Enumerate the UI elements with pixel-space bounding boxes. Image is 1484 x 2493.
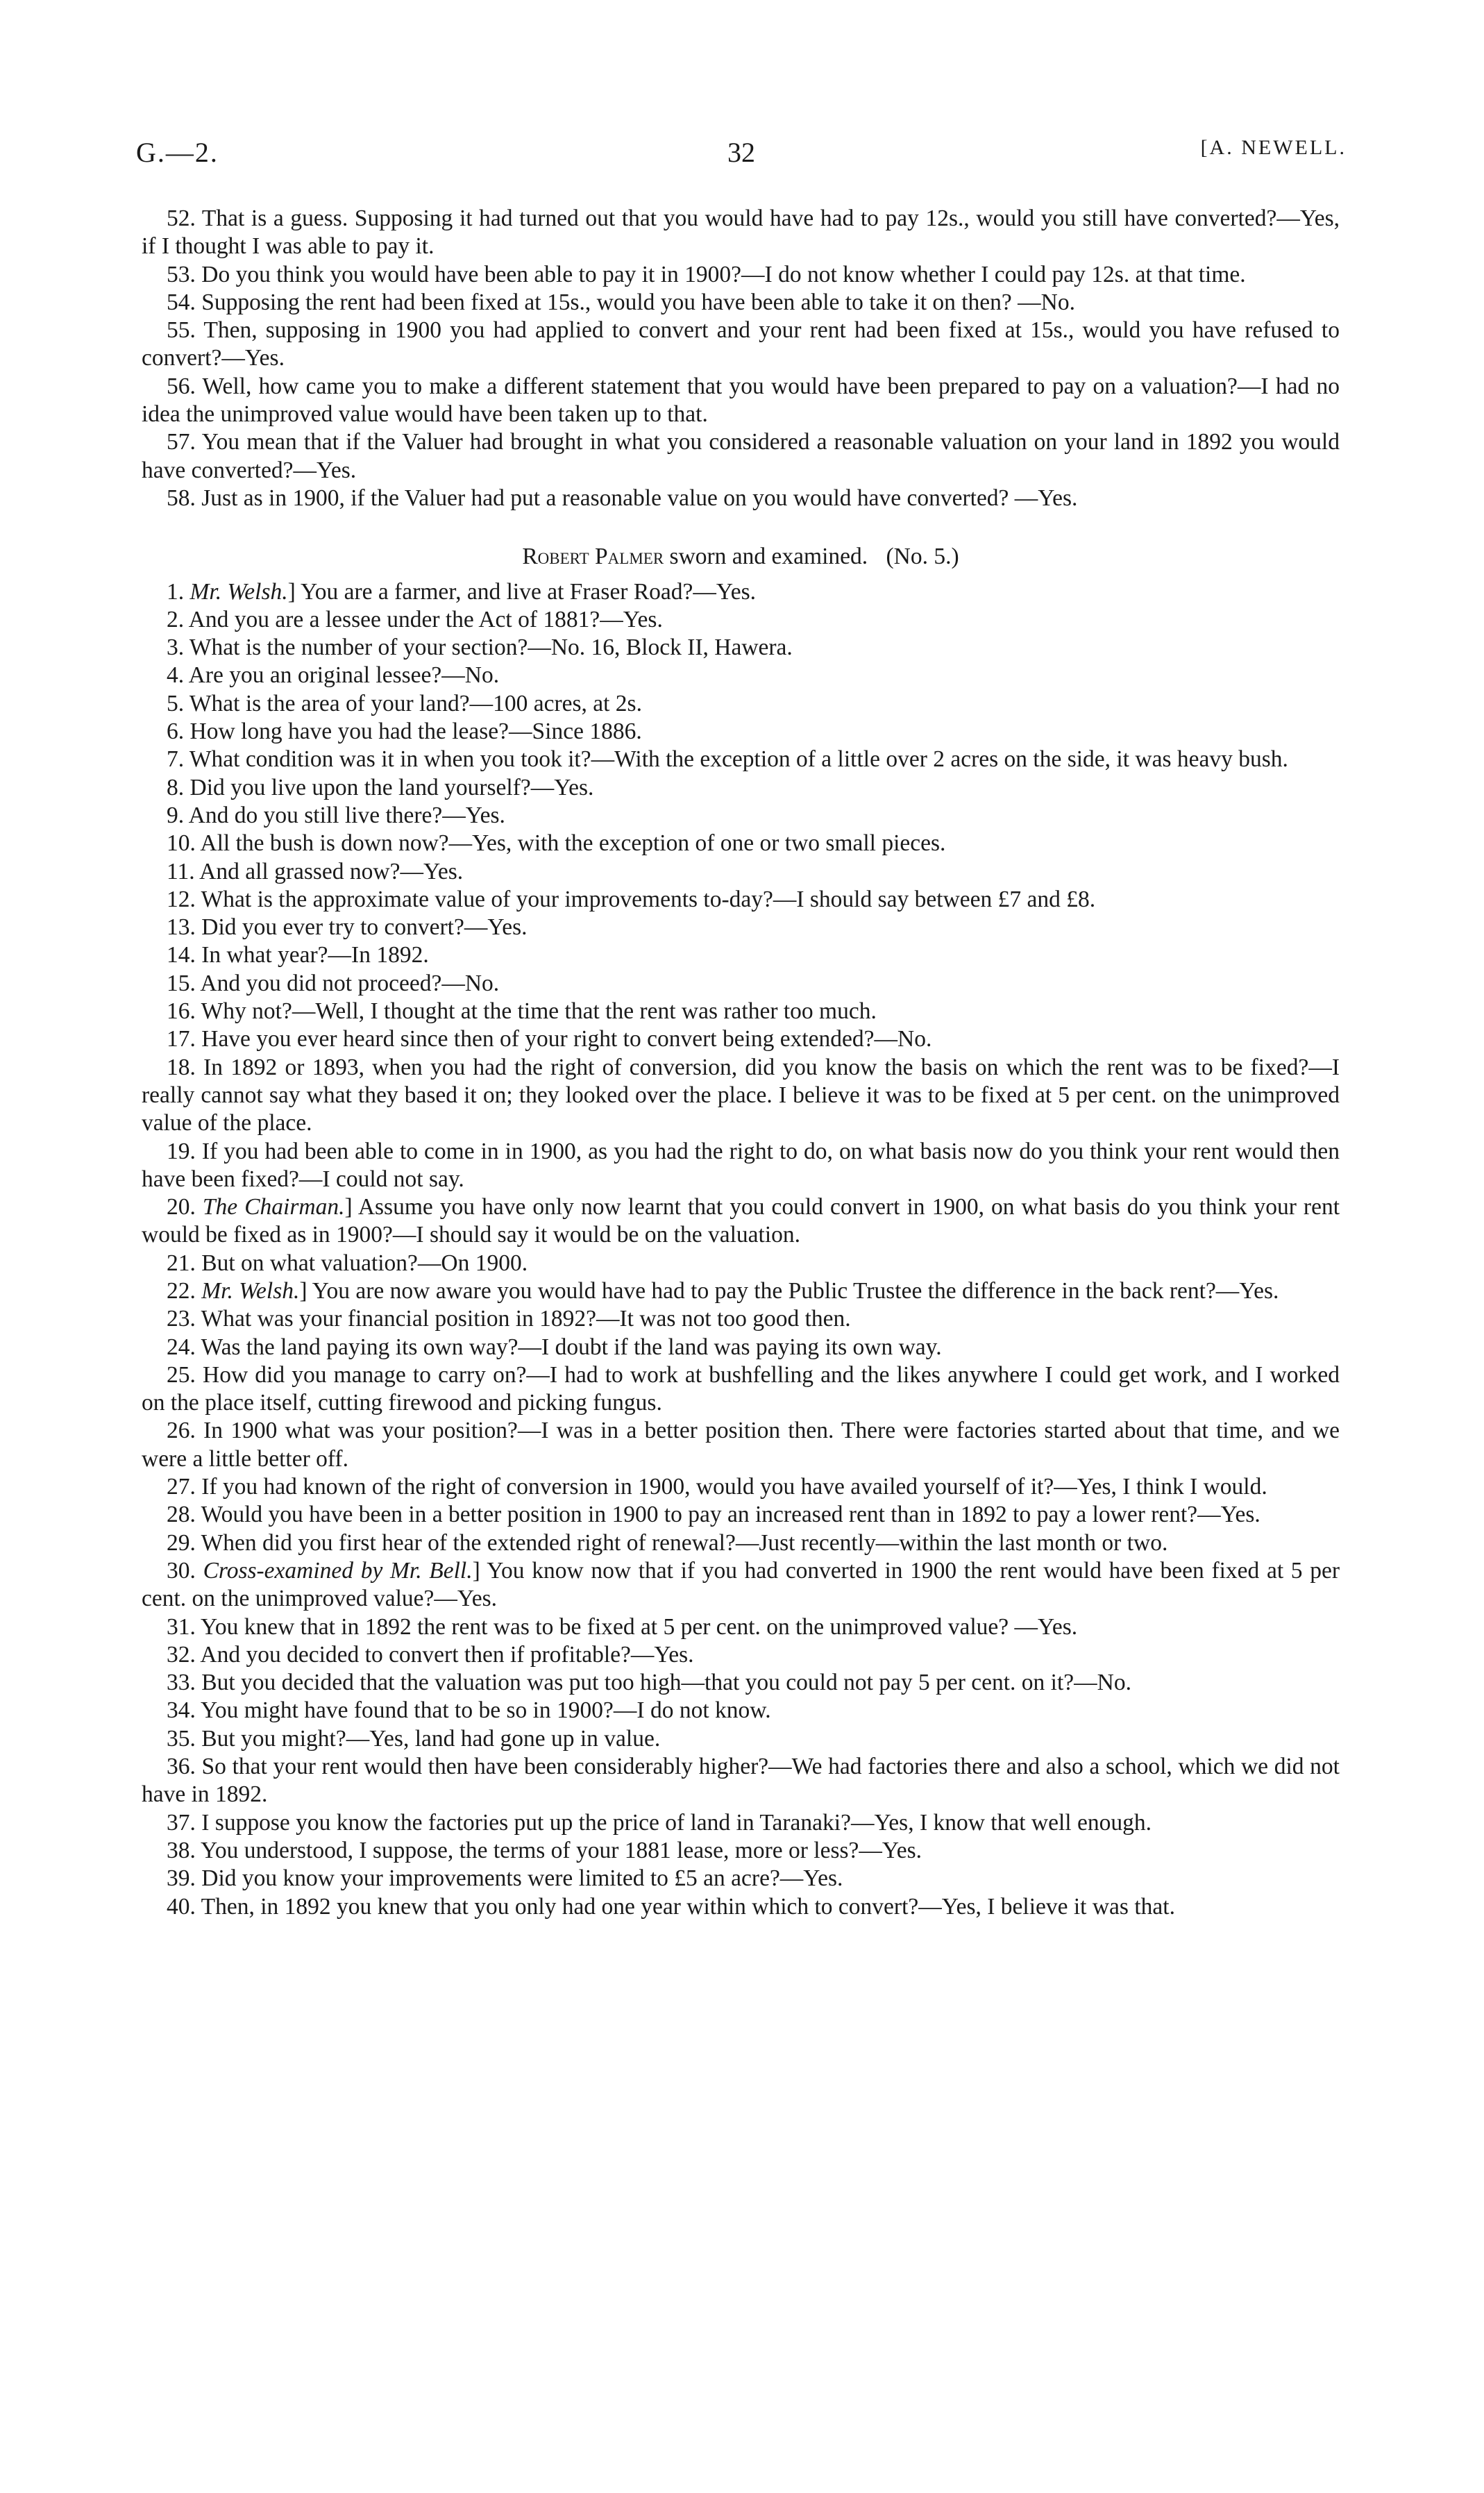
question-text: 23. What was your financial position in 1892?—It was not too good then. <box>167 1306 851 1332</box>
question-text: 16. Why not?—Well, I thought at the time that the rent was rather too much. <box>167 998 877 1025</box>
question-text: ] You are a farmer, and live at Fraser Road?—Yes. <box>287 578 757 605</box>
question-text: 40. Then, in 1892 you knew that you only had one year within which to convert?—Yes, I believe it was that. <box>167 1893 1175 1920</box>
question-paragraph <box>142 970 1340 998</box>
question-text: 34. You might have found that to be so in 1900?—I do not know. <box>167 1697 771 1724</box>
question-text: 15. And you did not proceed?—No. <box>167 970 500 996</box>
witness-heading <box>142 543 1340 571</box>
question-text: 11. And all grassed now?—Yes. <box>167 858 464 884</box>
section-newell-evidence <box>142 205 1340 512</box>
question-text: 6. How long have you had the lease?—Since 1886. <box>167 719 642 745</box>
question-paragraph <box>142 1305 1340 1333</box>
witness-number: (No. 5.) <box>886 544 959 570</box>
speaker-name: Mr. Welsh. <box>201 1277 300 1304</box>
question-text: 21. But on what valuation?—On 1900. <box>167 1250 528 1276</box>
question-paragraph <box>142 1361 1340 1418</box>
question-paragraph: 55. Then, supposing in 1900 you had applied to convert and your rent had been fixed at 15s., would you have refused to convert?—Yes. <box>142 317 1340 371</box>
question-paragraph <box>142 634 1340 662</box>
question-text: ] Assume you have only now learnt that you could convert in 1900, on what basis do you think your rent would be fixed as in 1900?—I should say it would be on the valuation. <box>142 1194 1340 1248</box>
question-paragraph <box>142 746 1340 773</box>
question-paragraph <box>142 1334 1340 1361</box>
question-paragraph: 56. Well, how came you to make a different statement that you would have been prepared to pay on a valuation?—I had no idea the unimproved value would have been taken up to that. <box>142 373 1340 428</box>
question-text: 27. If you had known of the right of conversion in 1900, would you have availed yourself of it?—Yes, I think I would. <box>167 1474 1267 1500</box>
question-text: 8. Did you live upon the land yourself?—Yes. <box>167 774 594 800</box>
question-paragraph <box>142 886 1340 914</box>
question-text: 30. <box>167 1557 203 1584</box>
question-paragraph <box>142 1809 1340 1837</box>
question-text: 3. What is the number of your section?—No. 16, Block II, Hawera. <box>167 635 793 661</box>
parliamentary-paper-code: G.—2. <box>136 137 219 168</box>
question-paragraph <box>142 802 1340 830</box>
question-text: 25. How did you manage to carry on?—I had to work at bushfelling and the likes anywhere I could get work, and I worked on the place itself, cutting firewood and picking fungus. <box>142 1361 1340 1416</box>
speaker-name: Cross-examined by Mr. Bell. <box>203 1557 473 1584</box>
question-text: 13. Did you ever try to convert?—Yes. <box>167 914 528 941</box>
question-text: 32. And you decided to convert then if profitable?—Yes. <box>167 1641 694 1668</box>
question-paragraph <box>142 1054 1340 1138</box>
question-text: 29. When did you first hear of the extended right of renewal?—Just recently—within the last month or two. <box>167 1529 1168 1556</box>
question-text: 12. What is the approximate value of your improvements to-day?—I should say between £7 and £8. <box>167 886 1096 912</box>
question-text: 18. In 1892 or 1893, when you had the right of conversion, did you know the basis on which the rent was to be fixed?—I really cannot say what they based it on; they looked over the place. I believe it was to be fixed at 5 per cent. on the unimproved value of the place. <box>142 1054 1340 1136</box>
question-text: 20. <box>167 1194 203 1220</box>
question-paragraph <box>142 1865 1340 1892</box>
question-text: 14. In what year?—In 1892. <box>167 942 429 968</box>
witness-name: Robert Palmer <box>522 544 664 570</box>
question-text: 28. Would you have been in a better position in 1900 to pay an increased rent than in 1892 to pay a lower rent?—Yes. <box>167 1502 1260 1528</box>
question-paragraph <box>142 1557 1340 1613</box>
question-paragraph <box>142 1669 1340 1697</box>
question-text: 1. <box>167 578 190 605</box>
question-paragraph: 54. Supposing the rent had been fixed at 15s., would you have been able to take it on then? —No. <box>167 289 1075 315</box>
question-text: 37. I suppose you know the factories put up the price of land in Taranaki?—Yes, I know that well enough. <box>167 1809 1152 1836</box>
question-text: 38. You understood, I suppose, the terms of your 1881 lease, more or less?—Yes. <box>167 1837 922 1863</box>
question-paragraph <box>142 1641 1340 1669</box>
question-paragraph <box>142 1025 1340 1053</box>
question-paragraph <box>142 1417 1340 1473</box>
question-text: 39. Did you know your improvements were limited to £5 an acre?—Yes. <box>167 1865 843 1892</box>
question-paragraph <box>142 1753 1340 1809</box>
question-text: 36. So that your rent would then have been considerably higher?—We had factories there and also a school, which we did not have in 1892. <box>142 1754 1340 1808</box>
question-text: ] You are now aware you would have had to pay the Public Trustee the difference in the back rent?—Yes. <box>299 1277 1279 1304</box>
question-paragraph <box>142 1613 1340 1641</box>
question-text: 33. But you decided that the valuation was put too high—that you could not pay 5 per cent. on it?—No. <box>167 1670 1131 1696</box>
question-paragraph <box>142 998 1340 1025</box>
question-text: 35. But you might?—Yes, land had gone up in value. <box>167 1725 661 1752</box>
question-paragraph <box>142 1250 1340 1277</box>
question-paragraph: 52. That is a guess. Supposing it had turned out that you would have had to pay 12s., would you still have converted?—Yes, if I thought I was able to pay it. <box>142 205 1340 260</box>
question-text: 19. If you had been able to come in in 1900, as you had the right to do, on what basis now do you think your rent would then have been fixed?—I could not say. <box>142 1138 1340 1192</box>
question-paragraph <box>142 1473 1340 1501</box>
question-paragraph <box>142 606 1340 634</box>
question-paragraph: 57. You mean that if the Valuer had brought in what you considered a reasonable valuation on your land in 1892 you would have converted?—Yes. <box>142 429 1340 483</box>
speaker-name: The Chairman. <box>202 1194 345 1220</box>
witness-running-head: [A. NEWELL. <box>1200 136 1347 159</box>
question-paragraph <box>142 1697 1340 1724</box>
question-text: 2. And you are a lessee under the Act of 1881?—Yes. <box>167 606 663 632</box>
question-text: 7. What condition was it in when you took it?—With the exception of a little over 2 acres on the side, it was heavy bush. <box>167 746 1288 773</box>
question-paragraph <box>142 1837 1340 1865</box>
question-text: 9. And do you still live there?—Yes. <box>167 802 505 828</box>
question-paragraph <box>142 774 1340 802</box>
question-paragraph: 53. Do you think you would have been able to pay it in 1900?—I do not know whether I could pay 12s. at that time. <box>167 261 1246 287</box>
question-paragraph <box>142 1893 1340 1921</box>
question-text: 5. What is the area of your land?—100 acres, at 2s. <box>167 690 642 716</box>
page-number: 32 <box>727 137 755 168</box>
question-paragraph <box>142 830 1340 857</box>
question-text: ] You know now that if you had converted in 1900 the rent would have been fixed at 5 per cent. on the unimproved value?—Yes. <box>142 1557 1340 1612</box>
question-paragraph <box>142 941 1340 969</box>
question-paragraph <box>142 1725 1340 1753</box>
section-palmer-evidence <box>142 578 1340 1921</box>
question-paragraph: 58. Just as in 1900, if the Valuer had put a reasonable value on you would have converted? —Yes. <box>167 485 1078 511</box>
question-paragraph <box>142 662 1340 689</box>
speaker-name: Mr. Welsh. <box>189 578 288 605</box>
witness-heading-text: sworn and examined. <box>669 544 868 570</box>
question-paragraph <box>142 1277 1340 1305</box>
question-paragraph <box>142 1138 1340 1194</box>
question-text: 4. Are you an original lessee?—No. <box>167 662 500 689</box>
question-paragraph <box>142 578 1340 606</box>
page-header <box>136 136 1347 178</box>
question-text: 24. Was the land paying its own way?—I doubt if the land was paying its own way. <box>167 1334 942 1360</box>
question-text: 31. You knew that in 1892 the rent was to be fixed at 5 per cent. on the unimproved value? —Yes. <box>167 1613 1078 1640</box>
question-paragraph <box>142 914 1340 941</box>
question-paragraph <box>142 858 1340 886</box>
question-text: 26. In 1900 what was your position?—I was in a better position then. There were factories started about that time, and we were a little better off. <box>142 1418 1340 1472</box>
question-paragraph <box>142 1501 1340 1529</box>
question-text: 10. All the bush is down now?—Yes, with the exception of one or two small pieces. <box>167 830 946 857</box>
question-paragraph <box>142 1529 1340 1557</box>
question-paragraph <box>142 690 1340 718</box>
evidence-body <box>142 205 1340 1921</box>
question-paragraph <box>142 718 1340 746</box>
question-text: 22. <box>167 1277 202 1304</box>
question-text: 17. Have you ever heard since then of your right to convert being extended?—No. <box>167 1026 932 1052</box>
question-paragraph <box>142 1193 1340 1250</box>
